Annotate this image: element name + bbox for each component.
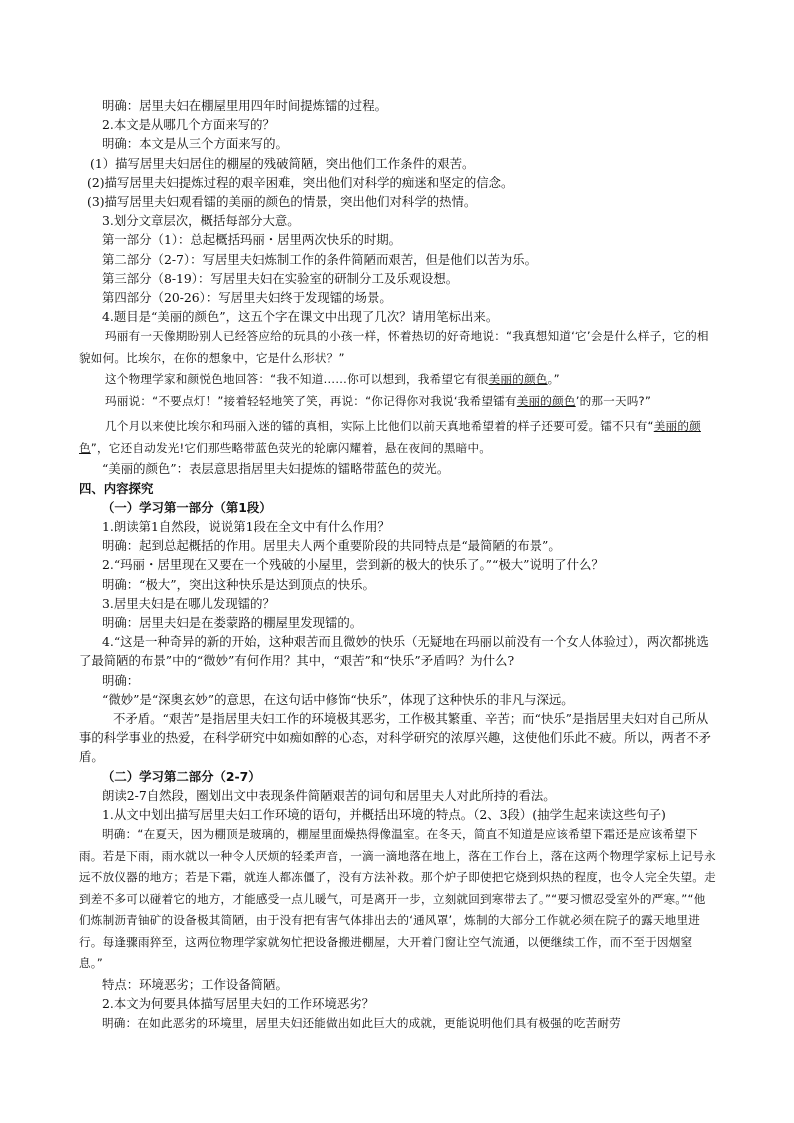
quote-paragraph: 玛丽说：“不要点灯！”接着轻轻地笑了笑，再说：“你记得你对我说‘我希望镭有美丽的颜色’的那一天吗?”: [105, 393, 652, 408]
section-heading: 四、内容探究: [79, 480, 154, 496]
underlined-phrase: 美丽的颜色: [79, 419, 701, 455]
underlined-phrase: 美丽的颜色: [488, 372, 548, 387]
underlined-phrase: 美丽的颜色: [516, 393, 576, 408]
section-summary: 第三部分（8-19）：写居里夫妇在实验室的研制分工及乐观设想。: [102, 270, 459, 286]
answer-line: 特点：环境恶劣；工作设备简陋。: [102, 976, 288, 992]
subsection-heading: （二）学习第二部分（2-7）: [102, 768, 261, 784]
question-line: 3.居里夫妇是在哪儿发现镭的？: [102, 595, 275, 611]
question-line: 2.本文是从哪几个方面来写的？: [102, 117, 275, 133]
answer-paragraph: “微妙”是“深奥玄妙”的意思，在这句话中修饰“快乐”，体现了这种快乐的非凡与深远。: [102, 691, 574, 707]
answer-line: 明确：居里夫妇在棚屋里用四年时间提炼镭的过程。: [102, 98, 387, 113]
answer-line: 明确：起到总起概括的作用。居里夫人两个重要阶段的共同特点是“最简陋的布景”。: [102, 538, 561, 554]
question-line: 3.划分文章层次，概括每部分大意。: [102, 213, 300, 229]
explanation-line: “美丽的颜色”：表层意思指居里夫妇提炼的镭略带蓝色的荧光。: [102, 461, 450, 477]
question-line: 2.“玛丽・居里现在又要在一个残破的小屋里，尝到新的极大的快乐了。”“极大”说明了什么？: [102, 557, 604, 573]
answer-line: 明确：居里夫妇是在娄蒙路的棚屋里发现镭的。: [102, 615, 363, 631]
quote-paragraph: 这个物理学家和颜悦色地回答：“我不知道……你可以想到，我希望它有很美丽的颜色。”: [105, 372, 560, 387]
list-item: (2)描写居里夫妇提炼过程的艰辛困难，突出他们对科学的痴迷和坚定的信念。: [87, 174, 514, 190]
answer-paragraph: 不矛盾。“艰苦”是指居里夫妇工作的环境极其恶劣，工作极其繁重、辛苦；而“快乐”是指居里夫妇对自己所从事的科学事业的热爱，在科学研究中如痴如醉的心态，对科学研究的浓厚兴趣，这使他们乐此不疲。所以，两者不矛盾。: [79, 711, 711, 765]
answer-paragraph: 明确：“在夏天，因为棚顶是玻璃的，棚屋里面燥热得像温室。在冬天，简直不知道是应该希望下霜还是应该希望下雨。若是下雨，雨水就以一种令人厌烦的轻柔声音，一滴一滴地落在地上，落在工作台上，落在这两个物理学家标上记号永远不放仪器的地方；若是下霜，就连人都冻僵了，没有方法补救。那个炉子即使把它烧到炽热的程度，也令人完全失望。走到差不多可以碰着它的地方，才能感受一点儿暖气，可是离开一步，立刻就回到寒带去了。”“要习惯忍受室外的严寒。”“他们炼制沥青铀矿的设备极其简陋，由于没有把有害气体排出去的‘通风罩’，炼制的大部分工作就必须在院子的露天地里进行。每逢骤雨猝至，这两位物理学家就匆忙把设备搬进棚屋，大开着门窗让空气流通，以便继续工作，而不至于因烟窒息。”: [79, 827, 716, 971]
subsection-heading: （一）学习第一部分（第1段）: [102, 499, 272, 515]
instruction-line: 朗读2-7自然段，圈划出文中表现条件简陋艰苦的词句和居里夫人对此所持的看法。: [102, 787, 556, 803]
question-paragraph: 1.从文中划出描写居里夫妇工作环境的语句，并概括出环境的特点。（2、3段）(抽学生起来读这些句子): [102, 807, 666, 823]
question-line: 4.题目是“美丽的颜色”，这五个字在课文中出现了几次？请用笔标出来。: [102, 309, 499, 325]
question-line: 1.朗读第1自然段，说说第1段在全文中有什么作用？: [102, 519, 390, 535]
answer-line: 明确：“极大”，突出这种快乐是达到顶点的快乐。: [102, 576, 375, 592]
answer-label: 明确：: [102, 672, 140, 688]
quote-paragraph: 几个月以来使比埃尔和玛丽入迷的镭的真相，实际上比他们以前天真地希望着的样子还要可爱。镭不只有“美丽的颜色”，它还自动发光!它们那些略带蓝色荧光的轮廓闪耀着，悬在夜间的黑暗中。: [79, 419, 701, 455]
section-summary: 第四部分（20-26）：写居里夫妇终于发现镭的场景。: [102, 290, 392, 306]
list-item: (1）描写居里夫妇居住的棚屋的残破简陋，突出他们工作条件的艰苦。: [90, 155, 475, 171]
question-line: 2.本文为何要具体描写居里夫妇的工作环境恶劣？: [102, 996, 375, 1011]
section-summary: 第一部分（1）：总起概括玛丽・居里两次快乐的时期。: [102, 232, 402, 248]
answer-line: 明确：在如此恶劣的环境里，居里夫妇还能做出如此巨大的成就，更能说明他们具有极强的吃苦耐劳: [102, 1016, 621, 1031]
section-summary: 第二部分（2-7）：写居里夫妇炼制工作的条件简陋而艰苦，但是他们以苦为乐。: [102, 251, 538, 267]
answer-line: 明确：本文是从三个方面来写的。: [102, 136, 288, 152]
quote-paragraph: 玛丽有一天像期盼别人已经答应给的玩具的小孩一样，怀着热切的好奇地说：“我真想知道‘它’会是什么样子，它的相貌如何。比埃尔，在你的想象中，它是什么形状？”: [79, 329, 709, 365]
list-item: (3)描写居里夫妇观看镭的美丽的颜色的情景，突出他们对科学的热情。: [87, 194, 477, 210]
question-paragraph: 4.“这是一种奇异的新的开始，这种艰苦而且微妙的快乐（无疑地在玛丽以前没有一个女人体验过），两次都挑选了最简陋的布景”中的“微妙”有何作用？其中，“艰苦”和“快乐”矛盾吗？为什么?: [79, 634, 709, 669]
